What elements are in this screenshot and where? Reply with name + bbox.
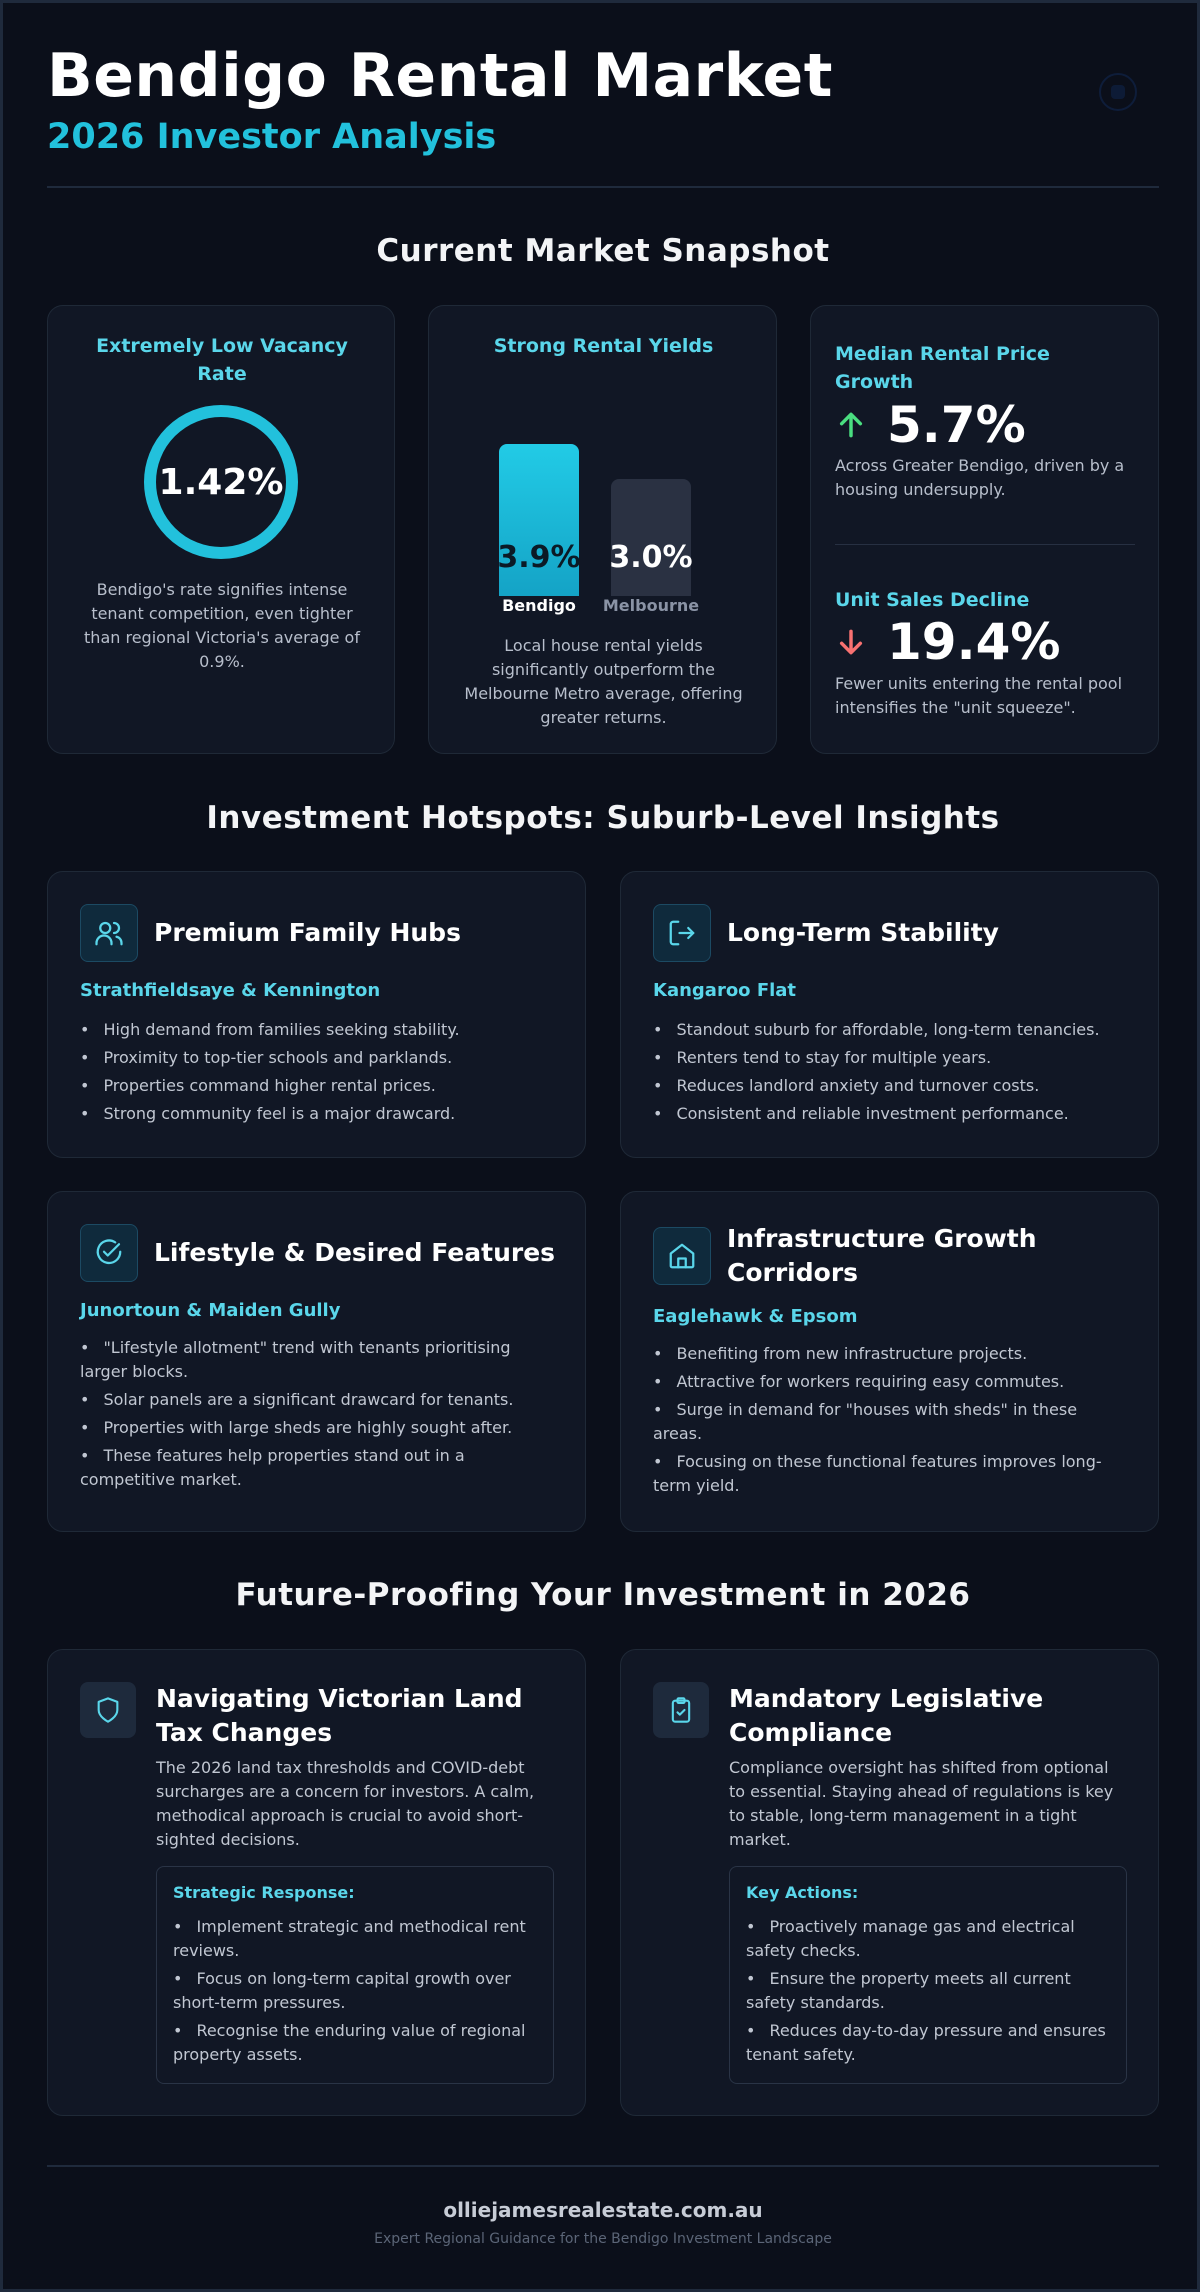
list-item: • Attractive for workers requiring easy commutes. <box>653 1370 1123 1394</box>
card-divider <box>835 544 1135 545</box>
list-item: • Surge in demand for "houses with sheds" in these areas. <box>653 1398 1123 1446</box>
hotspot-suburbs: Kangaroo Flat <box>653 980 797 1001</box>
header <box>47 39 833 159</box>
hotspot-title: Long-Term Stability <box>727 918 999 947</box>
list-item: • Ensure the property meets all current safety standards. <box>746 1967 1112 2015</box>
list-item: • Standout suburb for affordable, long-term tenancies. <box>653 1018 1133 1042</box>
decline-value: 19.4% <box>887 613 1061 671</box>
future-title: Navigating Victorian Land Tax Changes <box>156 1684 523 1747</box>
list-item: • "Lifestyle allotment" trend with tenants prioritising larger blocks. <box>80 1336 550 1384</box>
page-title: Bendigo Rental Market <box>47 41 833 111</box>
home-icon <box>653 1227 711 1285</box>
decline-text: Fewer units entering the rental pool intensifies the "unit squeeze". <box>835 674 1123 717</box>
page-subtitle: 2026 Investor Analysis <box>47 117 497 157</box>
hotspot-suburbs: Eaglehawk & Epsom <box>653 1306 858 1327</box>
box-label: Key Actions: <box>746 1883 859 1902</box>
list-item: • Renters tend to stay for multiple years. <box>653 1046 1133 1070</box>
list-item: • Reduces landlord anxiety and turnover costs. <box>653 1074 1133 1098</box>
list-item: • Strong community feel is a major drawcard. <box>80 1102 560 1126</box>
melbourne-bar <box>611 479 691 596</box>
arrow-up-icon <box>835 409 867 441</box>
divider <box>47 186 1159 188</box>
melbourne-label: Melbourne <box>602 596 700 615</box>
footer-tagline: Expert Regional Guidance for the Bendigo Investment Landscape <box>374 2231 832 2247</box>
hotspot-card-family-hubs <box>47 871 586 1158</box>
arrow-down-icon <box>835 626 867 658</box>
hotspot-card-lifestyle <box>47 1191 586 1532</box>
hotspot-title: Lifestyle & Desired Features <box>154 1238 556 1267</box>
future-title: Mandatory Legislative Compliance <box>729 1684 1044 1747</box>
hotspot-title: Infrastructure Growth Corridors <box>727 1224 1037 1287</box>
hotspot-points <box>80 1336 550 1496</box>
future-body: The 2026 land tax thresholds and COVID-debt surcharges are a concern for investors. A calm, methodical approach is crucial to avoid short-sighted decisions. <box>156 1758 535 1849</box>
check-circle-icon <box>80 1224 138 1282</box>
hotspot-suburbs: Junortoun & Maiden Gully <box>80 1300 341 1321</box>
hotspot-suburbs: Strathfieldsaye & Kennington <box>80 980 381 1001</box>
users-icon <box>80 904 138 962</box>
growth-text: Across Greater Bendigo, driven by a housing undersupply. <box>835 456 1125 499</box>
section-title-hotspots: Investment Hotspots: Suburb-Level Insights <box>206 800 1000 836</box>
hotspot-points <box>653 1342 1123 1502</box>
section-title-future: Future-Proofing Your Investment in 2026 <box>235 1577 971 1613</box>
strategic-response-box <box>156 1866 554 2084</box>
footer-url[interactable]: olliejamesrealestate.com.au <box>443 2198 763 2222</box>
clipboard-check-icon <box>653 1682 709 1738</box>
box-points <box>173 1915 539 2071</box>
list-item: • Focus on long-term capital growth over short-term pressures. <box>173 1967 539 2015</box>
list-item: • Proximity to top-tier schools and parklands. <box>80 1046 560 1070</box>
yields-label: Strong Rental Yields <box>493 335 714 357</box>
future-card-land-tax <box>47 1649 586 2116</box>
growth-value: 5.7% <box>887 396 1026 454</box>
list-item: • Solar panels are a significant drawcard for tenants. <box>80 1388 550 1412</box>
key-actions-box <box>729 1866 1127 2084</box>
list-item: • High demand from families seeking stability. <box>80 1018 560 1042</box>
hotspot-title: Premium Family Hubs <box>154 918 461 947</box>
list-item: • Proactively manage gas and electrical safety checks. <box>746 1915 1112 1963</box>
future-body: Compliance oversight has shifted from optional to essential. Staying ahead of regulations is key to stable, long-term management in a tight market. <box>729 1758 1114 1849</box>
growth-card <box>810 305 1159 754</box>
vacancy-value: 1.42% <box>158 461 284 503</box>
hotspot-card-infrastructure <box>620 1191 1159 1532</box>
list-item: • Implement strategic and methodical rent reviews. <box>173 1915 539 1963</box>
decline-label: Unit Sales Decline <box>835 589 1030 611</box>
list-item: • Recognise the enduring value of regional property assets. <box>173 2019 539 2067</box>
logo-icon <box>1099 73 1137 111</box>
hotspot-points <box>80 1018 560 1130</box>
future-card-compliance <box>620 1649 1159 2116</box>
vacancy-label: Extremely Low Vacancy Rate <box>96 335 348 385</box>
hotspot-points <box>653 1018 1133 1130</box>
yields-text: Local house rental yields significantly outperform the Melbourne Metro average, offering greater returns. <box>464 636 743 727</box>
yields-card <box>428 305 777 754</box>
box-points <box>746 1915 1112 2071</box>
vacancy-text: Bendigo's rate signifies intense tenant competition, even tighter than regional Victoria's average of 0.9%. <box>84 580 360 671</box>
sign-in-icon <box>653 904 711 962</box>
list-item: • Benefiting from new infrastructure projects. <box>653 1342 1123 1366</box>
vacancy-ring <box>143 404 299 560</box>
list-item: • Consistent and reliable investment performance. <box>653 1102 1133 1126</box>
melbourne-value: 3.0% <box>609 540 693 575</box>
list-item: • Focusing on these functional features improves long-term yield. <box>653 1450 1123 1498</box>
list-item: • These features help properties stand out in a competitive market. <box>80 1444 550 1492</box>
bendigo-value: 3.9% <box>497 540 581 575</box>
divider <box>47 2165 1159 2167</box>
hotspot-card-stability <box>620 871 1159 1158</box>
vacancy-card <box>47 305 395 754</box>
list-item: • Properties with large sheds are highly sought after. <box>80 1416 550 1440</box>
list-item: • Reduces day-to-day pressure and ensures tenant safety. <box>746 2019 1112 2067</box>
list-item: • Properties command higher rental prices. <box>80 1074 560 1098</box>
section-title-snapshot: Current Market Snapshot <box>376 233 830 269</box>
box-label: Strategic Response: <box>173 1883 355 1902</box>
bendigo-label: Bendigo <box>502 596 576 615</box>
growth-label: Median Rental Price Growth <box>835 343 1050 393</box>
shield-icon <box>80 1682 136 1738</box>
